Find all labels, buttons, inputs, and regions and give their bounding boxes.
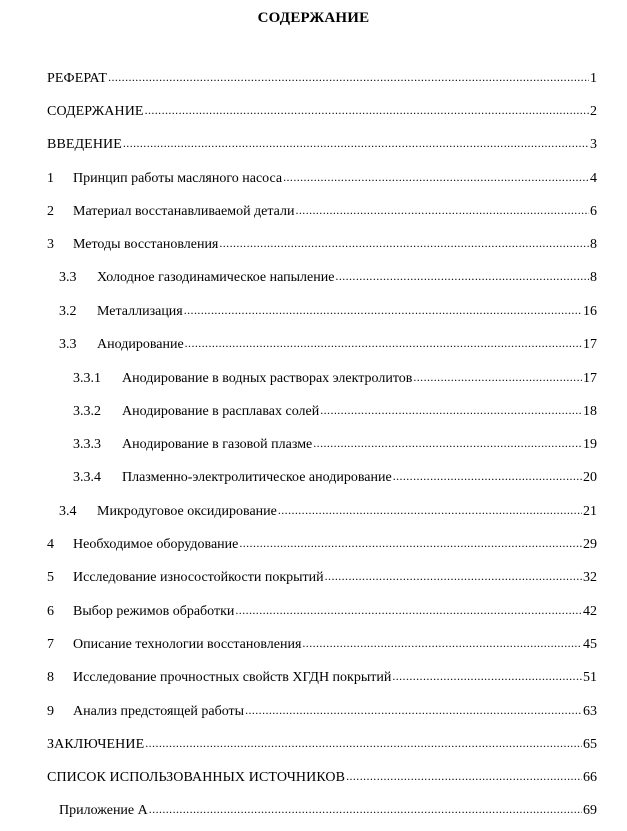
toc-entry-title: ВВЕДЕНИЕ: [47, 137, 122, 152]
toc-dot-leader: [346, 766, 582, 787]
toc-entry-title: СОДЕРЖАНИЕ: [47, 104, 144, 119]
toc-dot-leader: [185, 333, 582, 354]
toc-dot-leader: [320, 400, 582, 421]
toc-entry-chapter-1[interactable]: [47, 168, 597, 188]
toc-entry-title: Исследование износостойкости покрытий: [73, 570, 324, 585]
toc-entry-title: РЕФЕРАТ: [47, 71, 108, 86]
toc-entry-title: Анодирование в расплавах солей: [122, 404, 320, 419]
toc-entry-page: 65: [583, 737, 597, 752]
toc-entry-title: Микродуговое оксидирование: [97, 504, 277, 519]
toc-entry-page: 3: [590, 137, 597, 152]
toc-entry-title: ЗАКЛЮЧЕНИЕ: [47, 737, 145, 752]
toc-dot-leader: [392, 666, 582, 687]
toc-entry-page: 45: [583, 637, 597, 652]
toc-entry-page: 69: [583, 803, 597, 818]
toc-entry-page: 19: [583, 437, 597, 452]
toc-entry-section-3-2[interactable]: [59, 301, 597, 321]
toc-entry-page: 42: [583, 604, 597, 619]
toc-entry-page: 4: [590, 171, 597, 186]
toc-entry-chapter-8[interactable]: [47, 667, 597, 687]
toc-entry-title: Выбор режимов обработки: [73, 604, 235, 619]
toc-entry-chapter-3[interactable]: [47, 234, 597, 254]
toc-dot-leader: [245, 700, 582, 721]
toc-entry-number: 2: [47, 204, 54, 219]
toc-entry-section-3-3-anodizing[interactable]: [59, 334, 597, 354]
toc-entry-page: 66: [583, 770, 597, 785]
toc-entry-subsection-3-3-1[interactable]: [73, 368, 597, 388]
toc-entry-conclusion[interactable]: [47, 734, 597, 754]
toc-entry-title: Необходимое оборудование: [73, 537, 239, 552]
toc-dot-leader: [149, 799, 582, 820]
toc-dot-leader: [283, 167, 589, 188]
toc-entry-title: Материал восстанавливаемой детали: [73, 204, 295, 219]
toc-entry-page: 63: [583, 704, 597, 719]
toc-dot-leader: [235, 600, 582, 621]
toc-entry-title: Анализ предстоящей работы: [73, 704, 245, 719]
toc-entry-title: Методы восстановления: [73, 237, 219, 252]
toc-entry-page: 20: [583, 470, 597, 485]
toc-entry-page: 21: [583, 504, 597, 519]
toc-dot-leader: [239, 533, 582, 554]
toc-entry-number: 3.2: [59, 304, 77, 319]
toc-heading: СОДЕРЖАНИЕ: [257, 10, 370, 26]
toc-entry-page: 32: [583, 570, 597, 585]
toc-dot-leader: [296, 200, 590, 221]
toc-entry-title: Описание технологии восстановления: [73, 637, 302, 652]
toc-entry-page: 17: [583, 371, 597, 386]
toc-entry-introduction[interactable]: [47, 134, 597, 154]
toc-entry-number: 3.3.2: [73, 404, 101, 419]
toc-entry-number: 3.3: [59, 337, 77, 352]
toc-dot-leader: [108, 67, 589, 88]
toc-entry-number: 6: [47, 604, 54, 619]
toc-entry-page: 18: [583, 404, 597, 419]
toc-entry-number: 3.3.3: [73, 437, 101, 452]
toc-dot-leader: [123, 133, 589, 154]
toc-entry-chapter-7[interactable]: [47, 634, 597, 654]
toc-dot-leader: [413, 367, 582, 388]
toc-entry-page: 17: [583, 337, 597, 352]
toc-dot-leader: [393, 466, 582, 487]
toc-entry-section-3-4[interactable]: [59, 501, 597, 521]
toc-entry-number: 3.4: [59, 504, 77, 519]
toc-dot-leader: [302, 633, 582, 654]
toc-entry-page: 29: [583, 537, 597, 552]
toc-entry-title: Холодное газодинамическое напыление: [97, 270, 335, 285]
toc-dot-leader: [219, 233, 589, 254]
toc-entry-title: Приложение А: [59, 803, 148, 818]
toc-entry-subsection-3-3-3[interactable]: [73, 434, 597, 454]
toc-entry-page: 16: [583, 304, 597, 319]
toc-entry-title: Плазменно-электролитическое анодирование: [122, 470, 392, 485]
toc-entry-number: 3: [47, 237, 54, 252]
toc-dot-leader: [313, 433, 582, 454]
toc-entry-subsection-3-3-2[interactable]: [73, 401, 597, 421]
toc-entry-title: Анодирование в водных растворах электролитов: [122, 371, 413, 386]
toc-entry-number: 8: [47, 670, 54, 685]
toc-entry-references[interactable]: [47, 767, 597, 787]
toc-entry-number: 7: [47, 637, 54, 652]
toc-entry-title: Исследование прочностных свойств ХГДН покрытий: [73, 670, 392, 685]
toc-entry-page: 8: [590, 237, 597, 252]
toc-entry-page: 2: [590, 104, 597, 119]
toc-entry-abstract[interactable]: [47, 68, 597, 88]
toc-entry-chapter-6[interactable]: [47, 601, 597, 621]
toc-entry-page: 8: [590, 270, 597, 285]
toc-entry-title: Анодирование: [97, 337, 184, 352]
toc-entry-title: Принцип работы масляного насоса: [73, 171, 283, 186]
toc-entry-chapter-2[interactable]: [47, 201, 597, 221]
toc-entry-contents[interactable]: [47, 101, 597, 121]
toc-entry-page: 1: [590, 71, 597, 86]
toc-entry-chapter-9[interactable]: [47, 701, 597, 721]
toc-dot-leader: [335, 266, 589, 287]
toc-entry-page: 51: [583, 670, 597, 685]
toc-dot-leader: [145, 100, 589, 121]
toc-entry-subsection-3-3-4[interactable]: [73, 467, 597, 487]
toc-entry-page: 6: [590, 204, 597, 219]
toc-entry-number: 1: [47, 171, 54, 186]
toc-dot-leader: [145, 733, 582, 754]
toc-entry-number: 4: [47, 537, 54, 552]
toc-dot-leader: [184, 300, 582, 321]
toc-entry-number: 3.3.1: [73, 371, 101, 386]
toc-entry-number: 3.3: [59, 270, 77, 285]
toc-entry-number: 3.3.4: [73, 470, 101, 485]
toc-entry-number: 5: [47, 570, 54, 585]
toc-entry-number: 9: [47, 704, 54, 719]
toc-entry-chapter-5[interactable]: [47, 567, 597, 587]
toc-entry-title: Анодирование в газовой плазме: [122, 437, 313, 452]
toc-entry-title: Металлизация: [97, 304, 183, 319]
toc-dot-leader: [325, 566, 582, 587]
toc-entry-chapter-4[interactable]: [47, 534, 597, 554]
toc-entry-appendix-a[interactable]: [59, 800, 597, 820]
toc-dot-leader: [278, 500, 582, 521]
toc-entry-title: СПИСОК ИСПОЛЬЗОВАННЫХ ИСТОЧНИКОВ: [47, 770, 346, 785]
toc-entry-section-3-3-cold-spray[interactable]: [59, 267, 597, 287]
